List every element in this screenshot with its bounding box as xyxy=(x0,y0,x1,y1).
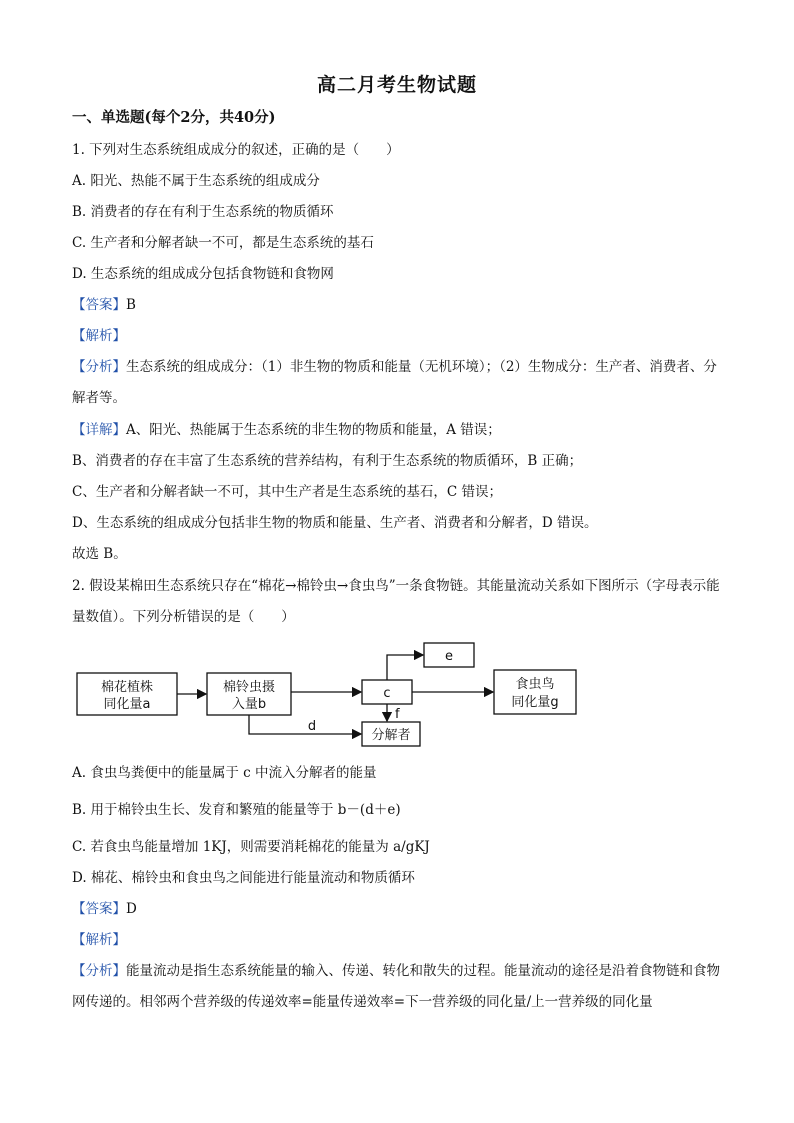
question-2-option-d: D. 棉花、棉铃虫和食虫鸟之间能进行能量流动和物质循环 xyxy=(72,870,415,886)
answer-value: D xyxy=(126,901,137,917)
arrow-b-to-decomposer xyxy=(249,715,361,734)
box-decomposer-label: 分解者 xyxy=(371,728,411,743)
box-e-label: e xyxy=(445,649,453,664)
question-2-option-c: C. 若食虫鸟能量增加 1KJ，则需要消耗棉花的能量为 a/gKJ xyxy=(72,839,430,855)
question-1-conclusion: 故选 B。 xyxy=(72,546,127,562)
question-1-option-c: C. 生产者和分解者缺一不可，都是生态系统的基石 xyxy=(72,235,374,251)
question-1-detail-a xyxy=(72,420,501,440)
box-bollworm-line2: 入量b xyxy=(231,697,267,712)
detail-text: A、阳光、热能属于生态系统的非生物的物质和能量，A 错误； xyxy=(126,422,501,438)
box-cotton-line1: 棉花植株 xyxy=(100,680,154,695)
xiangjie-tag: 【详解】 xyxy=(72,422,126,438)
question-1-detail-d: D、生态系统的组成成分包括非生物的物质和能量、生产者、消费者和分解者，D 错误。 xyxy=(72,515,598,531)
question-1-analysis-tag: 【解析】 xyxy=(72,328,126,344)
question-2-stem: 2. 假设某棉田生态系统只存在“棉花→棉铃虫→食虫鸟”一条食物链。其能量流动关系如下图所示（字母表示能量数值）。下列分析错误的是（ ） xyxy=(72,578,720,625)
question-2-option-b: B. 用于棉铃虫生长、发育和繁殖的能量等于 b－(d＋e) xyxy=(72,802,401,818)
answer-tag: 【答案】 xyxy=(72,901,126,917)
question-2-answer xyxy=(72,899,137,919)
page-title: 高二月考生物试题 xyxy=(316,74,477,96)
question-1-fenxi xyxy=(72,352,722,414)
question-1-answer xyxy=(72,295,136,315)
fenxi-text: 能量流动是指生态系统能量的输入、传递、转化和散失的过程。能量流动的途径是沿着食物链和食物网传递的。相邻两个营养级的传递效率=能量传递效率=下一营养级的同化量/上一营养级的同化量 xyxy=(72,963,720,1010)
section-heading: 一、单选题(每个2分，共40分) xyxy=(72,109,276,126)
question-2-analysis-tag: 【解析】 xyxy=(72,932,126,948)
fenxi-tag: 【分析】 xyxy=(72,963,126,979)
question-1-detail-b: B、消费者的存在丰富了生态系统的营养结构，有利于生态系统的物质循环，B 正确； xyxy=(72,453,583,469)
label-f: f xyxy=(395,707,400,722)
question-2-fenxi xyxy=(72,956,722,1018)
question-1-option-b: B. 消费者的存在有利于生态系统的物质循环 xyxy=(72,204,334,220)
box-cotton-line2: 同化量a xyxy=(103,697,151,712)
arrow-c-to-e xyxy=(387,655,423,680)
fenxi-text: 生态系统的组成成分：（1）非生物的物质和能量（无机环境）；（2）生物成分：生产者、消费者、分解者等。 xyxy=(72,359,717,406)
label-d: d xyxy=(307,719,317,734)
box-c-label: c xyxy=(383,686,391,701)
question-1-option-d: D. 生态系统的组成成分包括食物链和食物网 xyxy=(72,266,334,282)
energy-flow-diagram xyxy=(72,640,712,752)
question-2-option-a: A. 食虫鸟粪便中的能量属于 c 中流入分解者的能量 xyxy=(72,765,377,781)
fenxi-tag: 【分析】 xyxy=(72,359,126,375)
answer-tag: 【答案】 xyxy=(72,297,126,313)
box-bird-line1: 食虫鸟 xyxy=(515,677,555,692)
question-1-option-a: A. 阳光、热能不属于生态系统的组成成分 xyxy=(72,173,320,189)
question-1-stem: 1. 下列对生态系统组成成分的叙述，正确的是（ ） xyxy=(72,142,400,158)
box-bollworm-line1: 棉铃虫摄 xyxy=(222,680,276,695)
box-bird-line2: 同化量g xyxy=(511,695,559,710)
question-1-detail-c: C、生产者和分解者缺一不可，其中生产者是生态系统的基石，C 错误； xyxy=(72,484,502,500)
answer-value: B xyxy=(126,297,136,313)
